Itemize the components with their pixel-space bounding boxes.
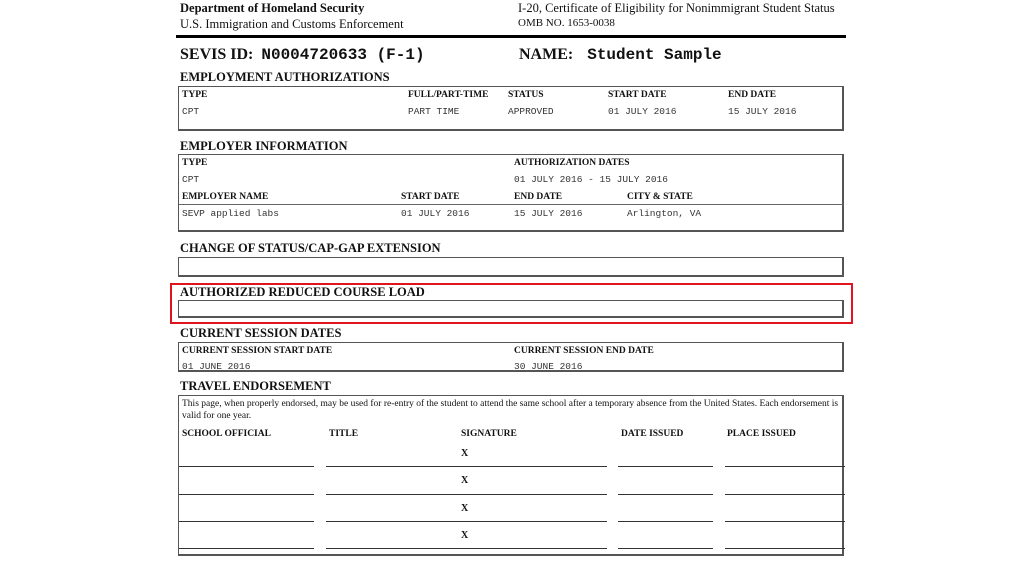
date-issued-line[interactable] bbox=[618, 494, 713, 495]
employment-authorizations-table bbox=[178, 86, 844, 131]
col-header-city-state: CITY & STATE bbox=[627, 192, 693, 202]
cell-start-date: 01 JULY 2016 bbox=[608, 106, 677, 117]
title-line[interactable] bbox=[326, 521, 446, 522]
travel-endorsement-description: This page, when properly endorsed, may be used for re-entry of the student to attend the same school after a temporary absence from the United States. Each endorsement is valid for one year. bbox=[182, 399, 839, 421]
authorization-dates-label: AUTHORIZATION DATES bbox=[514, 158, 630, 168]
employer-type-label: TYPE bbox=[182, 158, 208, 168]
col-header-title: TITLE bbox=[329, 429, 359, 439]
authorization-dates-value: 01 JULY 2016 - 15 JULY 2016 bbox=[514, 174, 668, 185]
agency-name: Department of Homeland Security bbox=[180, 1, 365, 15]
col-header-start-date: START DATE bbox=[608, 90, 667, 100]
cell-employer-name: SEVP applied labs bbox=[182, 208, 279, 219]
col-header-signature: SIGNATURE bbox=[461, 429, 517, 439]
signature-mark: X bbox=[461, 503, 469, 514]
header-divider bbox=[176, 35, 846, 38]
col-header-employer-end-date: END DATE bbox=[514, 192, 563, 202]
col-header-date-issued: DATE ISSUED bbox=[621, 429, 684, 439]
employment-authorizations-title: EMPLOYMENT AUTHORIZATIONS bbox=[180, 70, 390, 84]
col-header-type: TYPE bbox=[182, 90, 208, 100]
employer-information-table bbox=[178, 154, 844, 232]
cell-type: CPT bbox=[182, 106, 200, 117]
date-issued-line[interactable] bbox=[618, 521, 713, 522]
date-issued-line[interactable] bbox=[618, 466, 713, 467]
session-start-label: CURRENT SESSION START DATE bbox=[182, 346, 333, 356]
cell-employer-end-date: 15 JULY 2016 bbox=[514, 208, 583, 219]
form-title: I-20, Certificate of Eligibility for Nonimmigrant Student Status bbox=[518, 1, 835, 15]
place-issued-line[interactable] bbox=[725, 466, 845, 467]
cell-employer-start-date: 01 JULY 2016 bbox=[401, 208, 470, 219]
signature-mark: X bbox=[461, 475, 469, 486]
col-header-end-date: END DATE bbox=[728, 90, 777, 100]
signature-mark: X bbox=[461, 448, 469, 459]
reduced-course-load-title: AUTHORIZED REDUCED COURSE LOAD bbox=[180, 285, 425, 299]
sevis-id-row bbox=[180, 46, 425, 64]
school-official-line[interactable] bbox=[179, 466, 314, 467]
employer-type-value: CPT bbox=[182, 174, 200, 185]
student-name-value: Student Sample bbox=[587, 46, 722, 64]
current-session-table bbox=[178, 342, 844, 372]
session-start-value: 01 JUNE 2016 bbox=[182, 361, 251, 372]
sevis-id-label: SEVIS ID: bbox=[180, 46, 254, 63]
employer-header-divider bbox=[179, 204, 843, 205]
col-header-employer-name: EMPLOYER NAME bbox=[182, 192, 269, 202]
school-official-line[interactable] bbox=[179, 521, 314, 522]
session-end-label: CURRENT SESSION END DATE bbox=[514, 346, 654, 356]
employer-information-title: EMPLOYER INFORMATION bbox=[180, 139, 348, 153]
place-issued-line[interactable] bbox=[725, 521, 845, 522]
omb-number: OMB NO. 1653-0038 bbox=[518, 17, 615, 29]
place-issued-line[interactable] bbox=[725, 494, 845, 495]
cell-end-date: 15 JULY 2016 bbox=[728, 106, 797, 117]
session-end-value: 30 JUNE 2016 bbox=[514, 361, 583, 372]
change-of-status-field bbox=[178, 257, 844, 277]
signature-line[interactable] bbox=[445, 494, 607, 495]
subagency-name: U.S. Immigration and Customs Enforcement bbox=[180, 17, 404, 31]
cell-status: APPROVED bbox=[508, 106, 554, 117]
signature-line[interactable] bbox=[445, 466, 607, 467]
student-name-row bbox=[519, 46, 722, 64]
travel-endorsement-title: TRAVEL ENDORSEMENT bbox=[180, 379, 331, 393]
school-official-line[interactable] bbox=[179, 548, 314, 549]
signature-line[interactable] bbox=[445, 521, 607, 522]
signature-line[interactable] bbox=[445, 548, 607, 549]
school-official-line[interactable] bbox=[179, 494, 314, 495]
title-line[interactable] bbox=[326, 466, 446, 467]
col-header-place-issued: PLACE ISSUED bbox=[727, 429, 796, 439]
signature-mark: X bbox=[461, 530, 469, 541]
current-session-title: CURRENT SESSION DATES bbox=[180, 326, 342, 340]
sevis-id-value: N0004720633 (F-1) bbox=[261, 46, 425, 64]
title-line[interactable] bbox=[326, 494, 446, 495]
change-of-status-title: CHANGE OF STATUS/CAP-GAP EXTENSION bbox=[180, 241, 441, 255]
col-header-full-part-time: FULL/PART-TIME bbox=[408, 90, 489, 100]
title-line[interactable] bbox=[326, 548, 446, 549]
cell-full-part-time: PART TIME bbox=[408, 106, 460, 117]
col-header-employer-start-date: START DATE bbox=[401, 192, 460, 202]
col-header-status: STATUS bbox=[508, 90, 544, 100]
cell-city-state: Arlington, VA bbox=[627, 208, 702, 219]
col-header-school-official: SCHOOL OFFICIAL bbox=[182, 429, 271, 439]
date-issued-line[interactable] bbox=[618, 548, 713, 549]
reduced-course-load-field bbox=[178, 300, 844, 318]
place-issued-line[interactable] bbox=[725, 548, 845, 549]
student-name-label: NAME: bbox=[519, 46, 574, 63]
